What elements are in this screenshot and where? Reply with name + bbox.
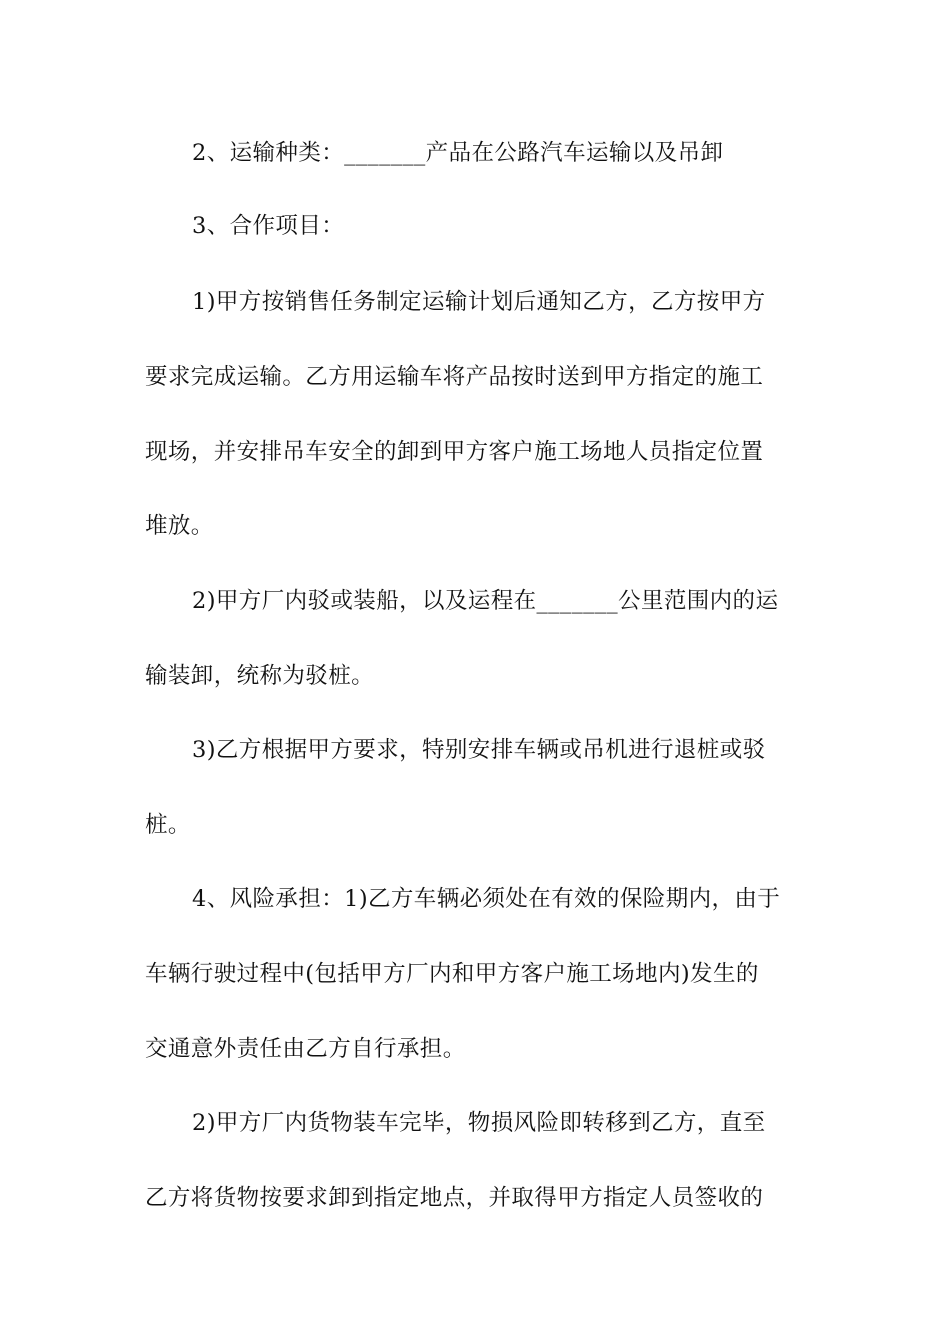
item-1-line-3: 现场，并安排吊车安全的卸到甲方客户施工场地人员指定位置 [145,439,764,465]
item-3-line-1: 3)乙方根据甲方要求，特别安排车辆或吊机进行退桩或驳 [192,737,766,763]
item-1-line-2: 要求完成运输。乙方用运输车将产品按时送到甲方指定的施工 [145,364,764,390]
item-2-line-1: 2)甲方厂内驳或装船，以及运程在_______公里范围内的运 [192,588,779,614]
clause-4-risk-line-3: 交通意外责任由乙方自行承担。 [145,1036,466,1062]
item-1-line-4: 堆放。 [145,513,214,539]
clause-4-risk-line-2: 车辆行驶过程中(包括甲方厂内和甲方客户施工场地内)发生的 [145,961,759,987]
clause-2-transport-type: 2、运输种类：_______产品在公路汽车运输以及吊卸 [192,140,724,166]
clause-4-risk-line-1: 4、风险承担：1)乙方车辆必须处在有效的保险期内，由于 [192,886,781,912]
item-2-line-2: 输装卸，统称为驳桩。 [145,663,375,689]
item-3-line-2: 桩。 [145,812,191,838]
risk-item-2-line-2: 乙方将货物按要求卸到指定地点，并取得甲方指定人员签收的 [145,1185,764,1211]
item-1-line-1: 1)甲方按销售任务制定运输计划后通知乙方，乙方按甲方 [192,289,766,315]
clause-3-cooperation-items: 3、合作项目： [192,213,345,239]
risk-item-2-line-1: 2)甲方厂内货物装车完毕，物损风险即转移到乙方，直至 [192,1110,766,1136]
